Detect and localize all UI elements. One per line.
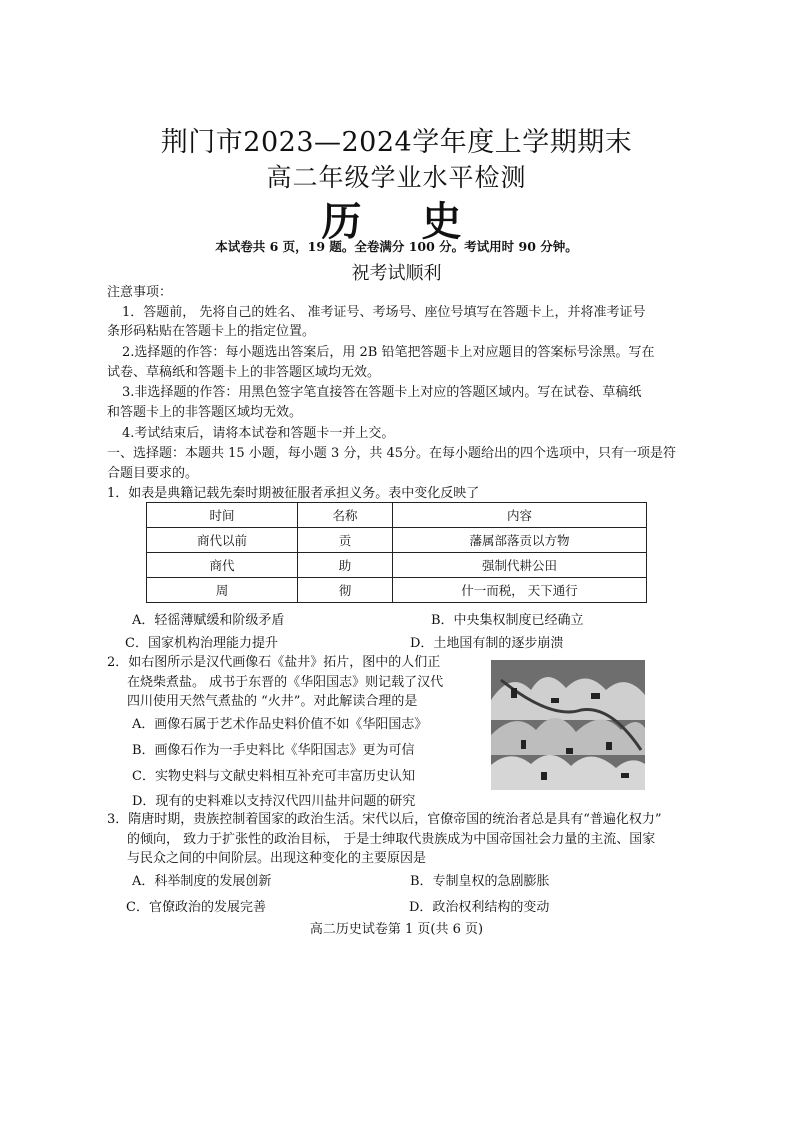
section1-intro-cont: 合题目要求的。 xyxy=(107,466,199,481)
table-cell: 彻 xyxy=(298,578,393,603)
note-line: 1．答题前， 先将自己的姓名、 准考证号、考场号、座位号填写在答题卡上，并将准考证号 xyxy=(122,305,646,320)
q1-option-a: A．轻徭薄赋缓和阶级矛盾 xyxy=(132,613,285,628)
q2-option-c: C．实物史料与文献史料相互补充可丰富历史认知 xyxy=(132,769,415,784)
table-header-row xyxy=(147,503,647,528)
note-line: 和答题卡上的非答题区域均无效。 xyxy=(107,405,303,420)
exam-title-line1: 荆门市2023—2024学年度上学期期末 xyxy=(160,127,633,158)
table-header-cell: 内容 xyxy=(393,503,647,528)
note-line: 试卷、草稿纸和答题卡上的非答题区域均无效。 xyxy=(107,365,381,380)
q2-option-b: B．画像石作为一手史料比《华阳国志》更为可信 xyxy=(132,743,415,758)
q3-stem-line: 与民众之间的中间阶层。出现这种变化的主要原因是 xyxy=(127,851,427,866)
note-line: 3.非选择题的作答：用黑色签字笔直接答在答题卡上对应的答题区域内。写在试卷、草稿纸 xyxy=(122,385,642,400)
q3-option-c: C．官僚政治的发展完善 xyxy=(126,900,266,915)
blessing: 祝考试顺利 xyxy=(351,263,442,284)
table-cell: 商代 xyxy=(147,553,298,578)
section1-intro: 一、选择题：本题共 15 小题，每小题 3 分，共 45分。在每小题给出的四个选项中，只有一项是符 xyxy=(107,446,677,461)
note-line: 4.考试结束后，请将本试卷和答题卡一并上交。 xyxy=(122,426,395,441)
q3-option-d: D．政治权利结构的变动 xyxy=(409,900,550,915)
q2-option-d: D．现有的史料难以支持汉代四川盐井问题的研究 xyxy=(132,794,416,809)
table-cell: 藩属部落贡以方物 xyxy=(393,528,647,553)
q1-stem: 1．如表是典籍记载先秦时期被征服者承担义务。表中变化反映了 xyxy=(107,486,480,501)
table-cell: 强制代耕公田 xyxy=(393,553,647,578)
table-cell: 什一而税， 天下通行 xyxy=(393,578,647,603)
q1-table xyxy=(146,502,647,603)
table-cell: 助 xyxy=(298,553,393,578)
q3-option-a: A．科举制度的发展创新 xyxy=(132,874,272,889)
table-header-cell: 时间 xyxy=(147,503,298,528)
salt-well-rubbing-image xyxy=(491,660,645,790)
exam-title-line2: 高二年级学业水平检测 xyxy=(266,163,527,192)
q1-option-c: C．国家机构治理能力提升 xyxy=(125,636,278,651)
note-line: 条形码粘贴在答题卡上的指定位置。 xyxy=(107,324,316,339)
table-cell: 周 xyxy=(147,578,298,603)
q3-option-b: B．专制皇权的急剧膨胀 xyxy=(410,874,550,889)
q2-stem-line: 四川使用天然气煮盐的 “火井”。对此解读合理的是 xyxy=(127,694,418,709)
table-row xyxy=(147,553,647,578)
page-footer: 高二历史试卷第 1 页(共 6 页) xyxy=(309,922,484,937)
note-line: 2.选择题的作答：每小题选出答案后，用 2B 铅笔把答题卡上对应题目的答案标号涂黑。写在 xyxy=(122,345,655,360)
table-row xyxy=(147,528,647,553)
table-cell: 贡 xyxy=(298,528,393,553)
q2-stem-line: 2．如右图所示是汉代画像石《盐井》拓片，图中的人们正 xyxy=(107,655,441,670)
q3-stem-line: 3．隋唐时期，贵族控制着国家的政治生活。宋代以后，官僚帝国的统治者总是具有“普遍化权力” xyxy=(107,812,662,827)
notes-heading: 注意事项： xyxy=(107,285,173,300)
table-header-cell: 名称 xyxy=(298,503,393,528)
q2-option-a: A．画像石属于艺术作品史料价值不如《华阳国志》 xyxy=(132,717,428,732)
exam-info: 本试卷共 6 页，19 题。全卷满分 100 分。考试用时 90 分钟。 xyxy=(215,239,578,254)
table-cell: 商代以前 xyxy=(147,528,298,553)
q3-stem-line: 的倾向， 致力于扩张性的政治目标， 于是士绅取代贵族成为中国帝国社会力量的主流、国家 xyxy=(127,832,656,847)
table-row xyxy=(147,578,647,603)
subject-title: 历 史 xyxy=(321,198,472,245)
q1-option-b: B．中央集权制度已经确立 xyxy=(431,613,584,628)
q2-stem-line: 在烧柴煮盐。 成书于东晋的《华阳国志》则记载了汉代 xyxy=(127,675,444,690)
rubbing-illustration xyxy=(491,660,645,790)
q1-option-d: D．土地国有制的逐步崩溃 xyxy=(410,636,564,651)
